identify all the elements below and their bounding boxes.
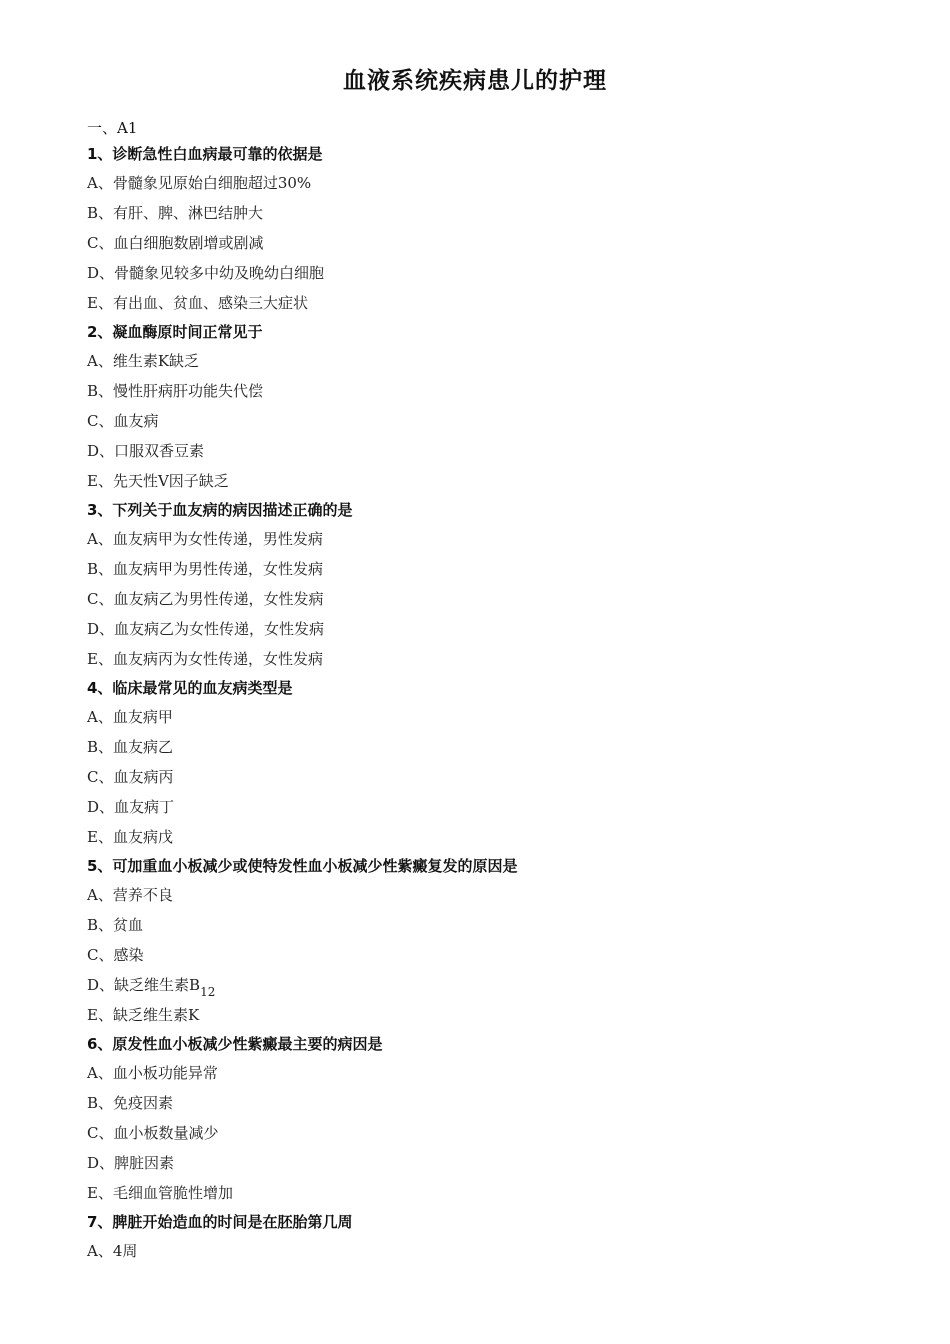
option-6a: A、血小板功能异常 xyxy=(87,1064,218,1082)
option-5d xyxy=(87,970,887,1000)
option-6e: E、毛细血管脆性增加 xyxy=(87,1184,233,1202)
option-7a: A、4周 xyxy=(87,1242,138,1260)
option-1d: D、骨髓象见较多中幼及晚幼白细胞 xyxy=(87,264,325,282)
question-4: 4、临床最常见的血友病类型是 xyxy=(87,679,293,697)
option-5e: E、缺乏维生素K xyxy=(87,1006,200,1024)
option-3e: E、血友病丙为女性传递，女性发病 xyxy=(87,650,323,668)
question-list xyxy=(87,116,887,1266)
option-4e: E、血友病戊 xyxy=(87,828,173,846)
option-1a: A、骨髓象见原始白细胞超过30% xyxy=(87,174,312,192)
page-title: 血液系统疾病患儿的护理 xyxy=(343,68,607,94)
option-5d-subscript: 12 xyxy=(200,985,216,999)
option-2a: A、维生素K缺乏 xyxy=(87,352,200,370)
question-2: 2、凝血酶原时间正常见于 xyxy=(87,323,263,341)
option-5b: B、贫血 xyxy=(87,916,144,934)
option-3c: C、血友病乙为男性传递，女性发病 xyxy=(87,590,324,608)
option-3a: A、血友病甲为女性传递，男性发病 xyxy=(87,530,323,548)
option-4b: B、血友病乙 xyxy=(87,738,174,756)
option-2e: E、先天性V因子缺乏 xyxy=(87,472,229,490)
option-1b: B、有肝、脾、淋巴结肿大 xyxy=(87,204,264,222)
option-6b: B、免疫因素 xyxy=(87,1094,174,1112)
option-6d: D、脾脏因素 xyxy=(87,1154,175,1172)
option-5d-text: D、缺乏维生素B xyxy=(87,976,201,994)
question-1: 1、诊断急性白血病最可靠的依据是 xyxy=(87,145,323,163)
option-6c: C、血小板数量减少 xyxy=(87,1124,219,1142)
option-1e: E、有出血、贫血、感染三大症状 xyxy=(87,294,308,312)
option-5a: A、营养不良 xyxy=(87,886,173,904)
option-4c: C、血友病丙 xyxy=(87,768,174,786)
option-2b: B、慢性肝病肝功能失代偿 xyxy=(87,382,264,400)
question-5: 5、可加重血小板减少或使特发性血小板减少性紫癜复发的原因是 xyxy=(87,857,518,875)
option-1c: C、血白细胞数剧增或剧减 xyxy=(87,234,264,252)
question-3: 3、下列关于血友病的病因描述正确的是 xyxy=(87,501,353,519)
option-5c: C、感染 xyxy=(87,946,144,964)
question-6: 6、原发性血小板减少性紫癜最主要的病因是 xyxy=(87,1035,383,1053)
option-2d: D、口服双香豆素 xyxy=(87,442,205,460)
question-7: 7、脾脏开始造血的时间是在胚胎第几周 xyxy=(87,1213,353,1231)
option-4d: D、血友病丁 xyxy=(87,798,175,816)
option-3d: D、血友病乙为女性传递，女性发病 xyxy=(87,620,325,638)
option-2c: C、血友病 xyxy=(87,412,159,430)
option-4a: A、血友病甲 xyxy=(87,708,173,726)
option-3b: B、血友病甲为男性传递，女性发病 xyxy=(87,560,324,578)
section-heading: 一、A1 xyxy=(87,119,138,137)
